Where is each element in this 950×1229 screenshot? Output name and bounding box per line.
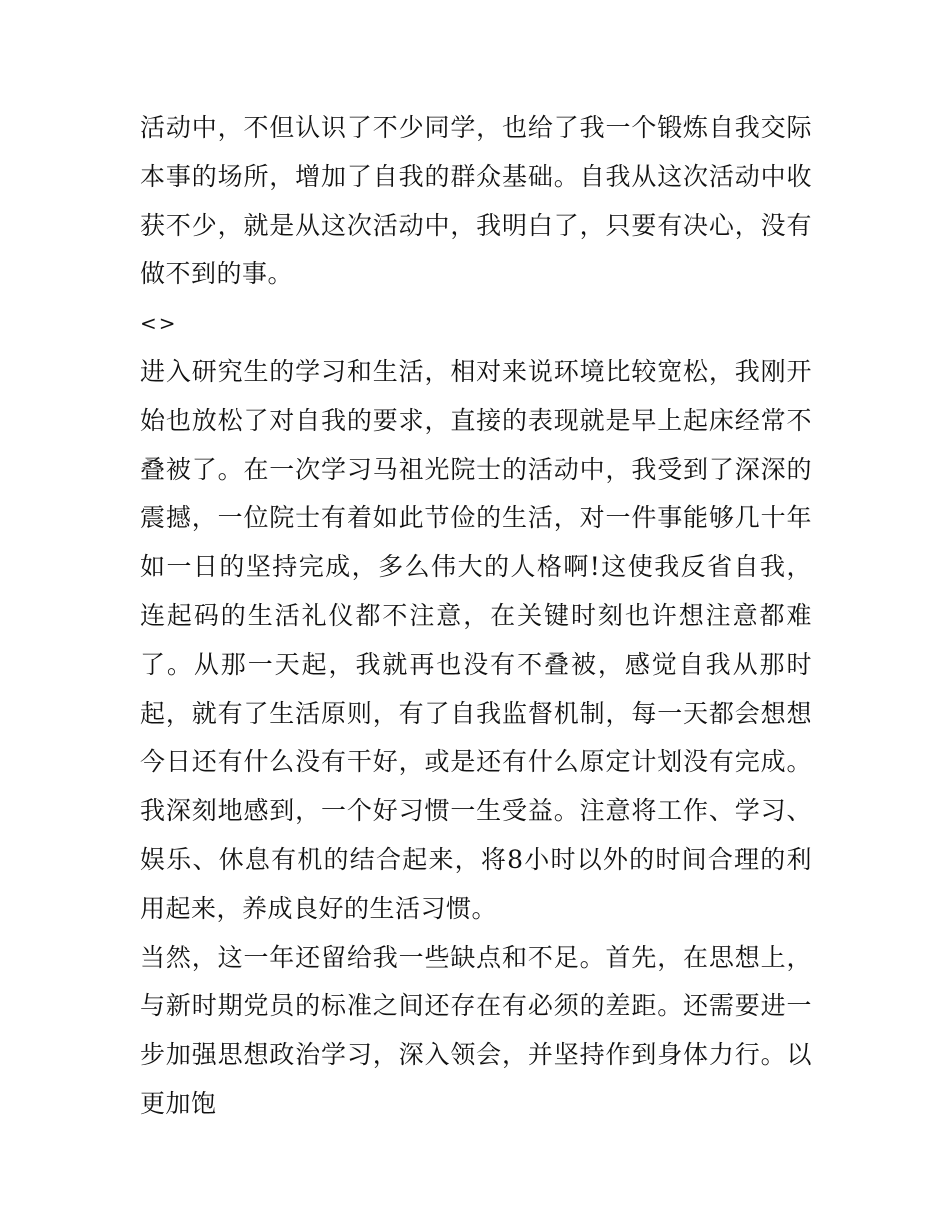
paragraph-shortcomings: 当然，这一年还留给我一些缺点和不足。首先，在思想上，与新时期党员的标准之间还存在有必须的差距。还需要进一步加强思想政治学习，深入领会，并坚持作到身体力行。以更加饱: [140, 942, 812, 1118]
document-body: [140, 104, 812, 1129]
paragraph-activity-summary: 活动中，不但认识了不少同学，也给了我一个锻炼自我交际本事的场所，增加了自我的群众基础。自我从这次活动中收获不少，就是从这次活动中，我明白了，只要有决心，没有做不到的事。: [140, 113, 812, 289]
section-marker: <>: [140, 311, 178, 336]
paragraph-graduate-life: 进入研究生的学习和生活，相对来说环境比较宽松，我刚开始也放松了对自我的要求，直接的表现就是早上起床经常不叠被了。在一次学习马祖光院士的活动中，我受到了深深的震撼，一位院士有着如此节俭的生活，对一件事能够几十年如一日的坚持完成，多么伟大的人格啊!这使我反省自我，连起码的生活礼仪都不注意，在关键时刻也许想注意都难了。从那一天起，我就再也没有不叠被，感觉自我从那时起，就有了生活原则，有了自我监督机制，每一天都会想想今日还有什么没有干好，或是还有什么原定计划没有完成。我深刻地感到，一个好习惯一生受益。注意将工作、学习、娱乐、休息有机的结合起来，将8小时以外的时间合理的利用起来，养成良好的生活习惯。: [140, 356, 812, 923]
